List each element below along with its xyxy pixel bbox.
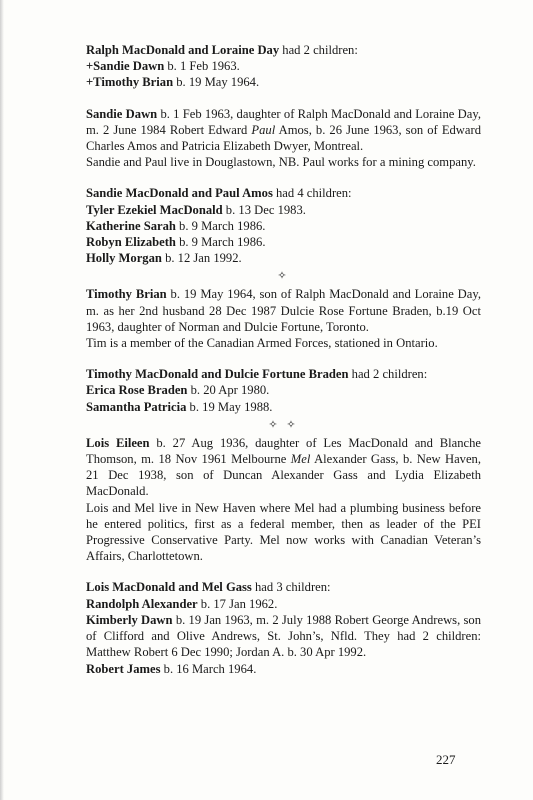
- family-ralph-loraine: [86, 42, 481, 91]
- child-name: +Sandie Dawn: [86, 59, 165, 74]
- parents-names: Lois MacDonald and Mel Gass: [86, 580, 252, 595]
- section-divider-ornament: ✧ ✧: [268, 418, 299, 431]
- child-entry: [86, 234, 481, 250]
- bio-paragraph: Lois and Mel live in New Haven where Mel had a plumbing business before he entered politics, first as a federal member, then as leader of the PEI Progressive Conservative Party. Mel now works with Canadian Veteran’s Affairs, Charlottetown.: [86, 500, 481, 564]
- section-divider-ornament: ✧: [277, 270, 290, 283]
- page-number: 227: [436, 752, 456, 767]
- child-entry: [86, 612, 481, 661]
- child-entry: [86, 399, 481, 415]
- child-name: Katherine Sarah: [86, 218, 176, 233]
- bio-sandie: [86, 106, 481, 171]
- person-name: Sandie Dawn: [86, 106, 158, 121]
- family-heading: [86, 579, 481, 595]
- child-name: Holly Morgan: [86, 251, 162, 266]
- family-heading: [86, 42, 481, 58]
- child-entry: [86, 58, 481, 74]
- bio-text: b. 27 Aug 1936, daughter of Les MacDonald and Blanche Thomson, m. 18 Nov 1961 Melbourne: [86, 435, 482, 467]
- child-name: Robyn Elizabeth: [86, 235, 176, 250]
- child-birth: b. 19 May 1964.: [173, 75, 260, 90]
- child-birth: b. 1 Feb 1963.: [164, 59, 240, 74]
- bio-paragraph: Tim is a member of the Canadian Armed Forces, stationed in Ontario.: [86, 336, 438, 351]
- bio-timothy: [86, 286, 481, 351]
- parents-names: Ralph MacDonald and Loraine Day: [86, 43, 280, 57]
- child-name: Robert James: [86, 661, 161, 676]
- child-entry: [86, 382, 481, 398]
- child-entry: [86, 661, 481, 677]
- child-birth: b. 9 March 1986.: [175, 235, 266, 250]
- child-name: Samantha Patricia: [86, 399, 187, 414]
- child-birth: b. 16 March 1964.: [160, 661, 257, 676]
- nickname: Mel: [290, 452, 311, 467]
- family-sandie-paul: [86, 185, 481, 266]
- child-entry: [86, 596, 481, 612]
- child-name: Tyler Ezekiel MacDonald: [86, 202, 223, 217]
- child-entry: [86, 250, 481, 266]
- person-name: Lois Eileen: [86, 435, 150, 450]
- bio-paragraph: [86, 286, 481, 335]
- person-name: Timothy Brian: [86, 287, 167, 302]
- nickname: Paul: [251, 122, 276, 137]
- bio-text: Amos, b. 26 June 1963, son of Edward Charles Amos and Patricia Elizabeth Dwyer, Montreal.: [86, 122, 481, 154]
- child-birth: b. 17 Jan 1962.: [197, 596, 278, 611]
- children-count: had 2 children:: [279, 43, 358, 57]
- page-edge-shadow: [0, 0, 4, 800]
- family-timothy-dulcie: [86, 366, 481, 415]
- child-birth: b. 20 Apr 1980.: [187, 383, 270, 398]
- child-birth: b. 19 Jan 1963, m. 2 July 1988 Robert George Andrews, son of Clifford and Olive Andrews, St. John’s, Nfld. They had 2 children: Matthew Robert 6 Dec 1990; Jordan A. b. 30 Apr 1992.: [86, 612, 481, 660]
- children-count: had 4 children:: [272, 186, 352, 201]
- bio-text: b. 1 Feb 1963, daughter of Ralph MacDonald and Loraine Day, m. 2 June 1984 Robert Edward: [86, 106, 481, 137]
- child-birth: b. 19 May 1988.: [186, 399, 273, 414]
- child-birth: b. 13 Dec 1983.: [222, 202, 306, 217]
- children-count: had 3 children:: [251, 580, 331, 595]
- bio-text: Alexander Gass, b. New Haven, 21 Dec 1938, son of Duncan Alexander Gass and Lydia Elizabeth MacDonald.: [86, 452, 481, 499]
- page-body: [86, 42, 481, 677]
- child-birth: b. 9 March 1986.: [175, 218, 266, 233]
- child-entry: [86, 74, 481, 90]
- bio-lois: [86, 435, 481, 565]
- child-name: Kimberly Dawn: [86, 612, 173, 627]
- bio-paragraph: [86, 435, 481, 500]
- child-birth: b. 12 Jan 1992.: [161, 251, 242, 266]
- child-name: +Timothy Brian: [86, 75, 174, 90]
- child-entry: [86, 202, 481, 218]
- bio-paragraph: [86, 106, 481, 155]
- child-name: Randolph Alexander: [86, 596, 198, 611]
- family-heading: [86, 366, 481, 382]
- bio-paragraph: Sandie and Paul live in Douglastown, NB. Paul works for a mining company.: [86, 155, 476, 170]
- parents-names: Sandie MacDonald and Paul Amos: [86, 186, 273, 201]
- family-heading: [86, 185, 481, 201]
- family-lois-mel: [86, 579, 481, 676]
- parents-names: Timothy MacDonald and Dulcie Fortune Braden: [86, 367, 349, 382]
- child-entry: [86, 218, 481, 234]
- child-name: Erica Rose Braden: [86, 383, 188, 398]
- bio-text: b. 19 May 1964, son of Ralph MacDonald and Loraine Day, m. as her 2nd husband 28 Dec 1987 Dulcie Rose Fortune Braden, b.19 Oct 1963, daughter of Norman and Dulcie Fortune, Toronto.: [86, 287, 481, 334]
- children-count: had 2 children:: [348, 367, 428, 382]
